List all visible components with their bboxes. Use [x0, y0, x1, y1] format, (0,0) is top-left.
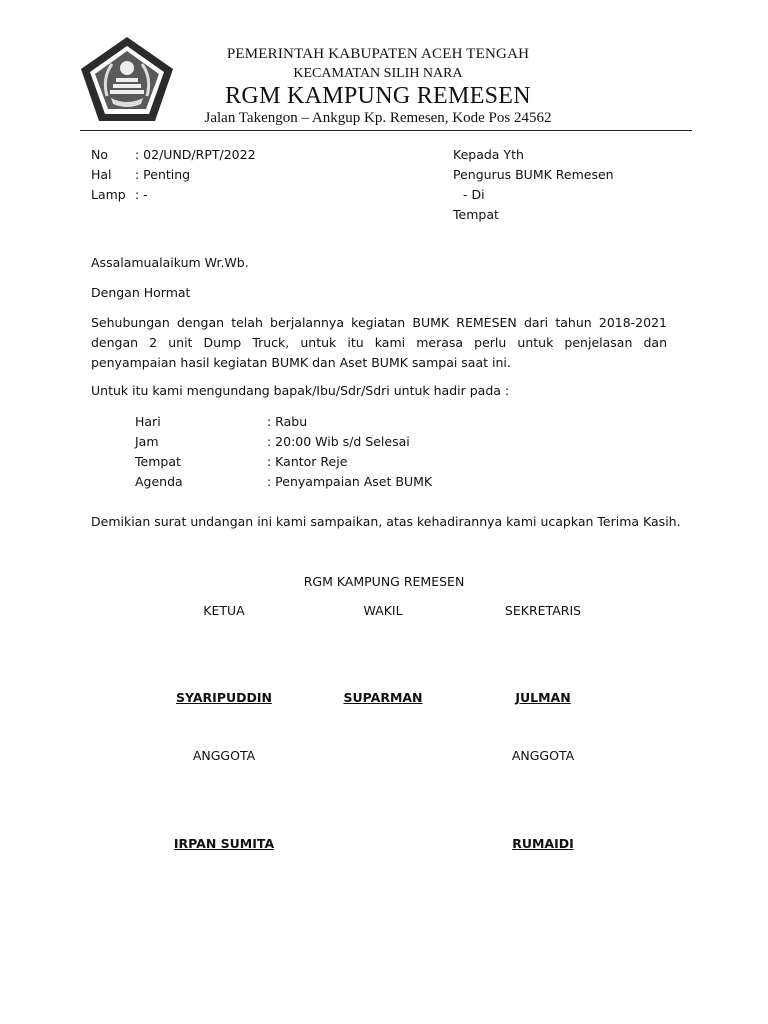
- greeting: Assalamualaikum Wr.Wb.: [91, 255, 249, 270]
- schedule-agenda-value: : Penyampaian Aset BUMK: [267, 474, 433, 489]
- wakil-title: WAKIL: [363, 603, 403, 618]
- paragraph-2: Untuk itu kami mengundang bapak/Ibu/Sdr/Sdri untuk hadir pada :: [91, 383, 510, 398]
- recipient-line-4: Tempat: [453, 207, 499, 222]
- meta-hal-label: Hal: [91, 167, 112, 182]
- meta-hal-value: : Penting: [135, 167, 191, 182]
- anggota2-title: ANGGOTA: [511, 748, 575, 763]
- recipient-line-3: - Di: [463, 187, 485, 202]
- signature-org: RGM KAMPUNG REMESEN: [303, 574, 465, 589]
- meta-lamp-label: Lamp: [91, 187, 126, 202]
- salutation: Dengan Hormat: [91, 285, 191, 300]
- schedule-tempat-value: : Kantor Reje: [267, 454, 348, 469]
- schedule-agenda-label: Agenda: [135, 474, 183, 489]
- recipient-line-1: Kepada Yth: [453, 147, 524, 162]
- schedule-jam-label: Jam: [135, 434, 159, 449]
- government-emblem-icon: [78, 34, 176, 124]
- meta-lamp-value: : -: [135, 187, 148, 202]
- letterhead-divider: [80, 130, 692, 131]
- wakil-name: SUPARMAN: [343, 690, 423, 705]
- paragraph-1: Sehubungan dengan telah berjalannya kegiatan BUMK REMESEN dari tahun 2018-2021 dengan 2 unit Dump Truck, untuk itu kami merasa perlu untuk penjelasan dan penyampaian hasil kegiatan BUMK dan Aset BUMK sampai saat ini.: [91, 315, 667, 370]
- meta-no-label: No: [91, 147, 108, 162]
- meta-no-value: : 02/UND/RPT/2022: [135, 147, 256, 162]
- ketua-title: KETUA: [203, 603, 245, 618]
- ketua-name: SYARIPUDDIN: [176, 690, 272, 705]
- anggota1-name: IRPAN SUMITA: [173, 836, 275, 851]
- closing-sentence: Demikian surat undangan ini kami sampaikan, atas kehadirannya kami ucapkan Terima Kasih.: [91, 514, 681, 529]
- sekretaris-name: JULMAN: [515, 690, 571, 705]
- schedule-tempat-label: Tempat: [135, 454, 181, 469]
- schedule-hari-value: : Rabu: [267, 414, 308, 429]
- schedule-jam-value: : 20:00 Wib s/d Selesai: [267, 434, 410, 449]
- anggota2-name: RUMAIDI: [512, 836, 574, 851]
- sekretaris-title: SEKRETARIS: [504, 603, 582, 618]
- recipient-line-2: Pengurus BUMK Remesen: [453, 167, 614, 182]
- anggota1-title: ANGGOTA: [192, 748, 256, 763]
- schedule-hari-label: Hari: [135, 414, 161, 429]
